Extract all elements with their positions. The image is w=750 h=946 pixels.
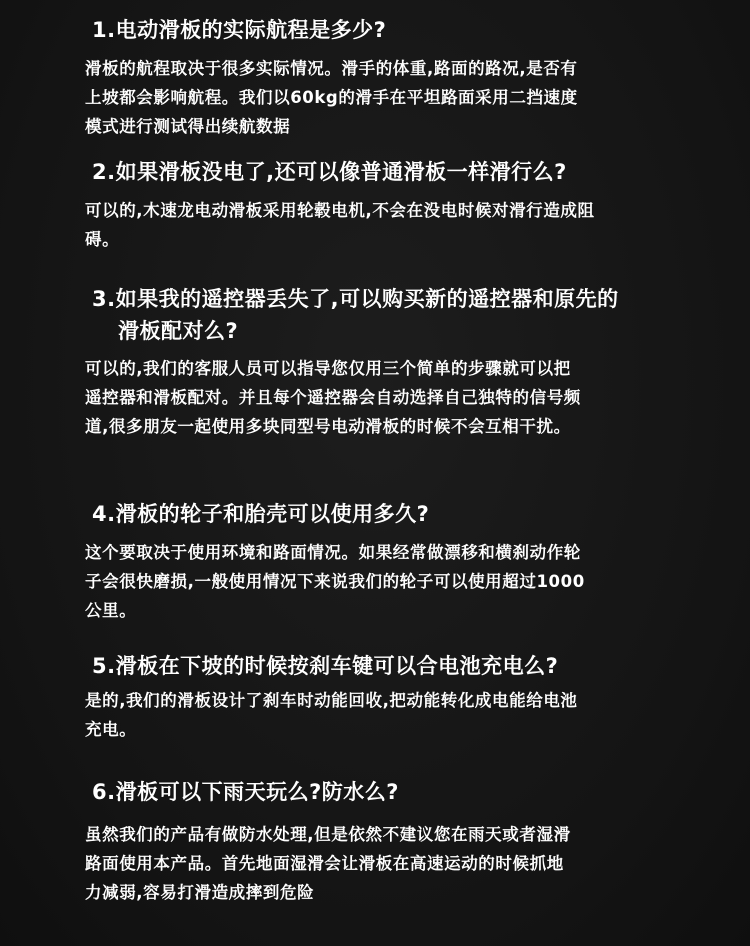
answer-line: 模式进行测试得出续航数据 — [85, 117, 291, 136]
answer-line: 子会很快磨损,一般使用情况下来说我们的轮子可以使用超过1000 — [85, 572, 585, 591]
answer-line: 上坡都会影响航程。我们以60kg的滑手在平坦路面采用二挡速度 — [85, 88, 578, 107]
faq-answer-4 — [85, 538, 705, 625]
faq-question-6 — [92, 776, 712, 808]
answer-line: 路面使用本产品。首先地面湿滑会让滑板在高速运动的时候抓地 — [85, 854, 564, 873]
question-line: 滑板配对么? — [118, 319, 239, 343]
answer-line: 是的,我们的滑板设计了刹车时动能回收,把动能转化成电能给电池 — [85, 691, 578, 710]
faq-answer-5 — [85, 686, 705, 744]
answer-line: 道,很多朋友一起使用多块同型号电动滑板的时候不会互相干扰。 — [85, 417, 571, 436]
question-line: 4.滑板的轮子和胎壳可以使用多久? — [92, 502, 430, 526]
answer-line: 充电。 — [85, 720, 137, 739]
faq-answer-6 — [85, 820, 705, 907]
question-line: 6.滑板可以下雨天玩么?防水么? — [92, 780, 399, 804]
faq-question-5 — [92, 650, 712, 682]
question-line: 5.滑板在下坡的时候按刹车键可以合电池充电么? — [92, 654, 559, 678]
answer-line: 碍。 — [85, 230, 120, 249]
faq-answer-2 — [85, 196, 705, 254]
question-line: 2.如果滑板没电了,还可以像普通滑板一样滑行么? — [92, 160, 567, 184]
faq-question-4 — [92, 498, 712, 530]
question-line: 1.电动滑板的实际航程是多少? — [92, 18, 387, 42]
answer-line: 虽然我们的产品有做防水处理,但是依然不建议您在雨天或者湿滑 — [85, 825, 571, 844]
answer-line: 可以的,木速龙电动滑板采用轮毂电机,不会在没电时候对滑行造成阻 — [85, 201, 595, 220]
answer-line: 力减弱,容易打滑造成摔到危险 — [85, 883, 315, 902]
question-line: 3.如果我的遥控器丢失了,可以购买新的遥控器和原先的 — [92, 287, 619, 311]
answer-line: 遥控器和滑板配对。并且每个遥控器会自动选择自己独特的信号频 — [85, 388, 581, 407]
faq-answer-3 — [85, 354, 705, 441]
answer-line: 公里。 — [85, 601, 137, 620]
faq-question-1 — [92, 14, 712, 46]
answer-line: 滑板的航程取决于很多实际情况。滑手的体重,路面的路况,是否有 — [85, 59, 578, 78]
faq-question-3 — [92, 283, 712, 347]
answer-line: 可以的,我们的客服人员可以指导您仅用三个简单的步骤就可以把 — [85, 359, 571, 378]
answer-line: 这个要取决于使用环境和路面情况。如果经常做漂移和横刹动作轮 — [85, 543, 581, 562]
faq-answer-1 — [85, 54, 705, 141]
faq-question-2 — [92, 156, 712, 188]
